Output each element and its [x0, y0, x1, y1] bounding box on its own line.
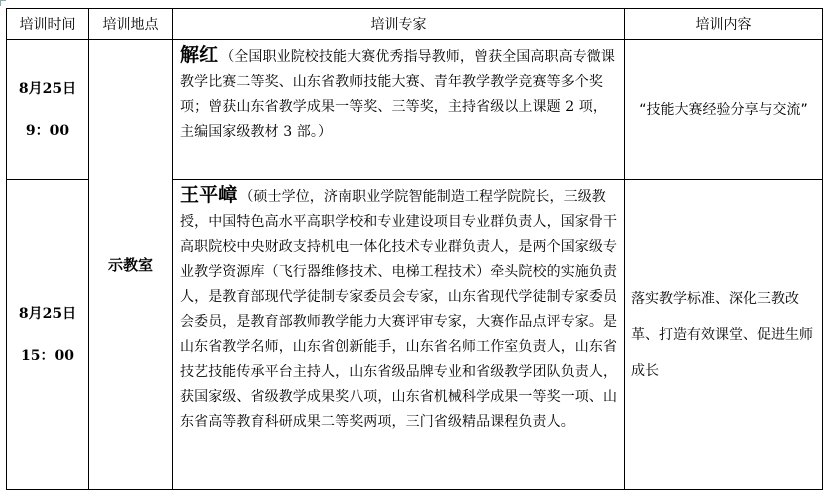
header-row: [7, 9, 823, 40]
content-cell: 落实教学标准、深化三教改革、打造有效课堂、促进生师成长: [625, 180, 823, 490]
expert-cell: [173, 180, 625, 490]
time-cell: [7, 180, 89, 490]
header-expert: 培训专家: [173, 9, 625, 40]
time-text: 9：00: [25, 122, 70, 139]
expert-name: 解红: [180, 44, 219, 66]
table-row: [7, 40, 823, 180]
time-cell: [7, 40, 89, 180]
training-schedule-table: [6, 8, 823, 490]
content-cell: “技能大赛经验分享与交流”: [625, 40, 823, 180]
header-content: 培训内容: [625, 9, 823, 40]
header-place: 培训地点: [89, 9, 173, 40]
date-text: 8月25日: [18, 305, 77, 322]
expert-bio: （硕士学位，济南职业学院智能制造工程学院院长，三级教授，中国特色高水平高职学校和专业建设项目专业群负责人，国家骨干高职院校中央财政支持机电一体化技术专业群负责人，是两个国家级专业教学资源库（飞行器维修技术、电梯工程技术）牵头院校的实施负责人，是教育部现代学徒制专家委员会专家，山东省现代学徒制专家委员会委员，是教育部教师教学能力大赛评审专家，大赛作品点评专家。是山东省教学名师，山东省创新能手，山东省名师工作室负责人，山东省技艺技能传承平台主持人，山东省级品牌专业和省级教学团队负责人，获国家级、省级教学成果奖八项，山东省机械科学成果一等奖一项、山东省高等教育科研成果二等奖两项，三门省级精品课程负责人。: [180, 189, 618, 430]
corner-mark: [0, 0, 6, 6]
time-text: 15：00: [21, 347, 74, 364]
date-text: 8月25日: [18, 80, 77, 97]
place-cell: 示教室: [89, 40, 173, 490]
header-time: 培训时间: [7, 9, 89, 40]
expert-bio: （全国职业院校技能大赛优秀指导教师，曾获全国高职高专微课教学比赛二等奖、山东省教师技能大赛、青年教学教学竞赛等多个奖项；曾获山东省教学成果一等奖、三等奖，主持省级以上课题 2 项，主编国家级教材 3 部。）: [180, 49, 616, 140]
expert-cell: [173, 40, 625, 180]
expert-name: 王平嶂: [180, 184, 238, 206]
